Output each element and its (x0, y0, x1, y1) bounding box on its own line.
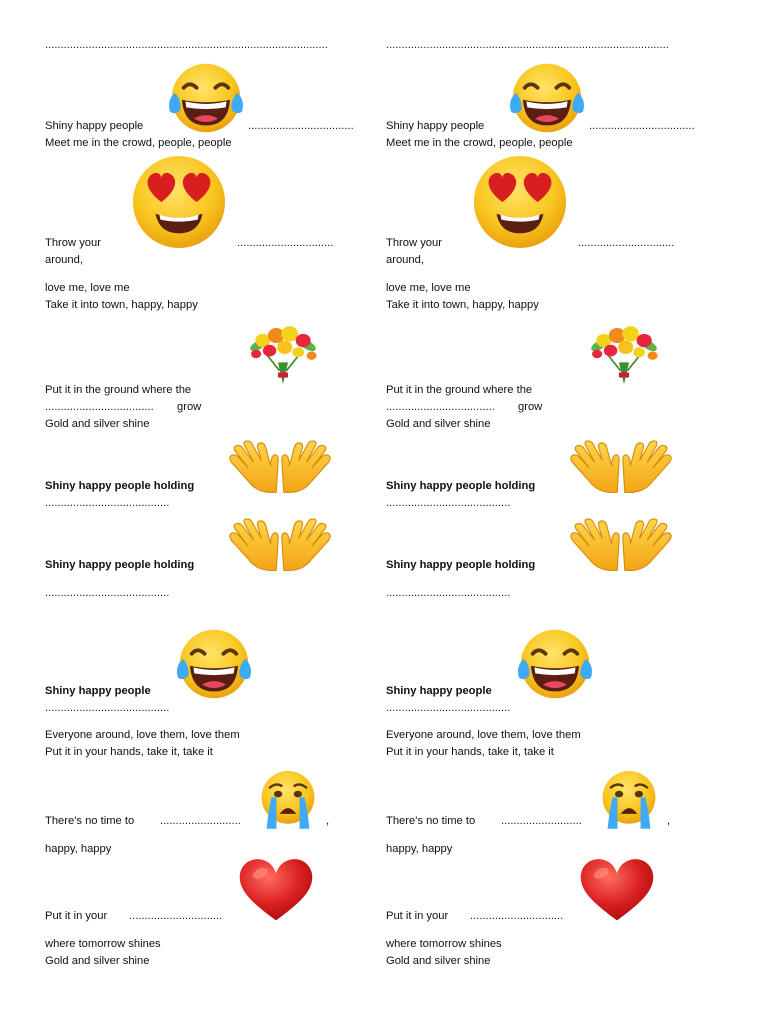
lyric-line: Put it in your (386, 910, 449, 922)
answer-blank: ........................................ (45, 497, 170, 509)
laughing-tears-emoji-icon (171, 628, 257, 700)
lyric-line: Put it in your hands, take it, take it (386, 746, 554, 758)
lyric-line: Take it into town, happy, happy (45, 299, 198, 311)
red-heart-icon (233, 856, 319, 922)
lyric-line: Gold and silver shine (45, 955, 150, 967)
answer-blank: ........................................ (386, 587, 511, 599)
lyric-punctuation: , (667, 815, 671, 827)
open-hands-emoji-icon (562, 518, 680, 574)
worksheet-copy-right (386, 0, 726, 1024)
lyric-line: There's no time to (45, 815, 135, 827)
lyric-line: Throw your (386, 237, 442, 249)
open-hands-emoji-icon (221, 440, 339, 496)
answer-blank: ........................................ (386, 702, 511, 714)
heart-eyes-emoji-icon (460, 153, 580, 251)
answer-blank: ................................... (386, 401, 495, 413)
lyric-line: Put it in your (45, 910, 108, 922)
flower-bouquet-icon (241, 318, 325, 390)
answer-blank: ............................... (578, 237, 675, 249)
answer-blank: .......................... (160, 815, 241, 827)
lyric-line: happy, happy (386, 843, 453, 855)
red-heart-icon (574, 856, 660, 922)
open-hands-emoji-icon (562, 440, 680, 496)
answer-blank: .............................. (129, 910, 223, 922)
laughing-tears-emoji-icon (504, 62, 590, 134)
answer-blank: .............................. (470, 910, 564, 922)
answer-blank: ........................................ (386, 497, 511, 509)
open-hands-emoji-icon (221, 518, 339, 574)
lyric-line: Meet me in the crowd, people, people (386, 137, 573, 149)
lyric-line: where tomorrow shines (386, 938, 502, 950)
lyric-line: Shiny happy people (386, 120, 485, 132)
lyric-line: where tomorrow shines (45, 938, 161, 950)
lyric-line: Everyone around, love them, love them (386, 729, 581, 741)
answer-blank: ........................................ (45, 702, 170, 714)
lyric-line: Take it into town, happy, happy (386, 299, 539, 311)
lyric-line: Everyone around, love them, love them (45, 729, 240, 741)
lyric-line: Gold and silver shine (386, 955, 491, 967)
heart-eyes-emoji-icon (119, 153, 239, 251)
lyric-line: around, (386, 254, 424, 266)
lyric-line-bold: Shiny happy people holding (45, 559, 195, 571)
lyric-line: Shiny happy people (45, 120, 144, 132)
lyric-line: Put it in the ground where the (386, 384, 533, 396)
lyric-line: Meet me in the crowd, people, people (45, 137, 232, 149)
answer-blank: .................................. (248, 120, 354, 132)
crying-emoji-icon (596, 766, 662, 832)
lyric-line-bold: Shiny happy people holding (386, 480, 536, 492)
crying-emoji-icon (255, 766, 321, 832)
lyric-line-bold: Shiny happy people holding (386, 559, 536, 571)
lyric-word: grow (177, 401, 202, 413)
lyric-line: There's no time to (386, 815, 476, 827)
worksheet-copy-left (45, 0, 385, 1024)
lyric-line: around, (45, 254, 83, 266)
lyric-line-bold: Shiny happy people (45, 685, 151, 697)
lyric-punctuation: , (326, 815, 330, 827)
lyric-line-bold: Shiny happy people holding (45, 480, 195, 492)
answer-blank: .................................. (589, 120, 695, 132)
lyric-line: Put it in your hands, take it, take it (45, 746, 213, 758)
header-blank: ........................................................................................... (45, 39, 328, 51)
lyric-line: love me, love me (45, 282, 130, 294)
lyric-line-bold: Shiny happy people (386, 685, 492, 697)
header-blank: ........................................................................................... (386, 39, 669, 51)
answer-blank: ............................... (237, 237, 334, 249)
flower-bouquet-icon (582, 318, 666, 390)
laughing-tears-emoji-icon (512, 628, 598, 700)
lyric-word: grow (518, 401, 543, 413)
lyric-line: Put it in the ground where the (45, 384, 192, 396)
answer-blank: ................................... (45, 401, 154, 413)
laughing-tears-emoji-icon (163, 62, 249, 134)
lyric-line: Gold and silver shine (386, 418, 491, 430)
answer-blank: .......................... (501, 815, 582, 827)
answer-blank: ........................................ (45, 587, 170, 599)
lyric-line: Throw your (45, 237, 101, 249)
lyric-line: happy, happy (45, 843, 112, 855)
lyric-line: Gold and silver shine (45, 418, 150, 430)
lyric-line: love me, love me (386, 282, 471, 294)
